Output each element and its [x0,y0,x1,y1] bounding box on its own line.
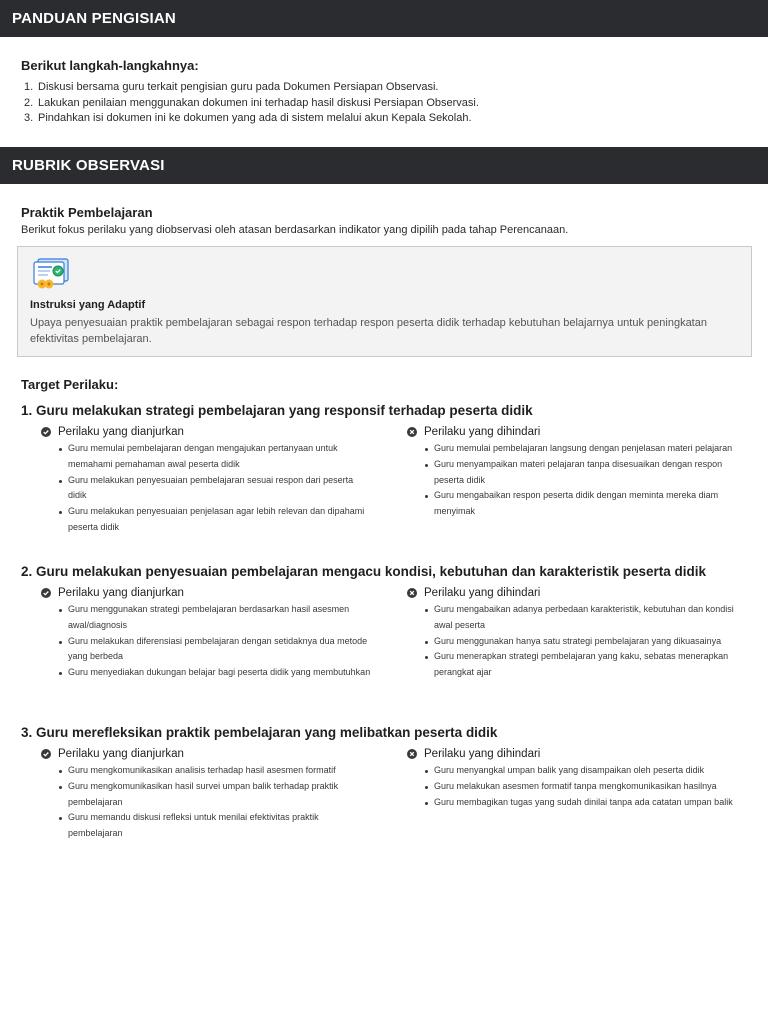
list-item: Guru melakukan diferensiasi pembelajaran dengan setidaknya dua metode yang berbeda [59,634,385,666]
avoided-label: Perilaku yang dihindari [424,748,541,760]
criterion-1 [21,403,751,536]
certificate-icon [32,257,72,293]
list-item: Guru melakukan penyesuaian penjelasan agar lebih relevan dan dipahami peserta didik [59,504,385,536]
recommended-column [21,587,385,681]
list-item: Guru menggunakan hanya satu strategi pembelajaran yang dikuasainya [425,634,751,650]
check-circle-icon [41,749,51,759]
x-circle-icon [407,427,417,437]
criterion-title: 1. Guru melakukan strategi pembelajaran yang responsif terhadap peserta didik [21,403,533,418]
list-item: Guru mengabaikan respon peserta didik dengan meminta mereka diam menyimak [425,488,751,520]
recommended-label: Perilaku yang dianjurkan [58,426,184,438]
list-item: Guru melakukan asesmen formatif tanpa mengkomunikasikan hasilnya [425,779,751,795]
indicator-callout [17,246,752,357]
criterion-2 [21,564,751,681]
recommended-label: Perilaku yang dianjurkan [58,587,184,599]
callout-text: Upaya penyesuaian praktik pembelajaran sebagai respon terhadap respon peserta didik terhadap kebutuhan belajarnya untuk peningkatan efektivitas pembelajaran. [30,317,707,345]
panduan-section [21,58,751,127]
list-item: Guru menyangkal umpan balik yang disampaikan oleh peserta didik [425,763,751,779]
step-item: 1. Diskusi bersama guru terkait pengisian guru pada Dokumen Persiapan Observasi. [24,81,439,93]
panduan-intro: Berikut langkah-langkahnya: [21,58,199,73]
list-item: Guru menyampaikan materi pelajaran tanpa disesuaikan dengan respon peserta didik [425,457,751,489]
list-item: Guru memulai pembelajaran dengan mengajukan pertanyaan untuk memahami pemahaman awal peserta didik [59,441,385,473]
praktik-description: Berikut fokus perilaku yang diobservasi oleh atasan berdasarkan indikator yang dipilih pada tahap Perencanaan. [21,224,569,236]
step-item: 2. Lakukan penilaian menggunakan dokumen ini terhadap hasil diskusi Persiapan Observasi. [24,96,479,109]
praktik-section [21,205,751,236]
list-item: Guru mengabaikan adanya perbedaan karakteristik, kebutuhan dan kondisi awal peserta [425,602,751,634]
list-item: Guru memulai pembelajaran langsung dengan penjelasan materi pelajaran [425,441,751,457]
criterion-3 [21,725,751,842]
list-item: Guru mengkomunikasikan analisis terhadap hasil asesmen formatif [59,763,385,779]
x-circle-icon [407,749,417,759]
section-header-panduan: PANDUAN PENGISIAN [0,0,768,37]
recommended-label: Perilaku yang dianjurkan [58,748,184,760]
list-item: Guru membagikan tugas yang sudah dinilai tanpa ada catatan umpan balik [425,795,751,811]
list-item: Guru memandu diskusi refleksi untuk menilai efektivitas praktik pembelajaran [59,810,385,842]
avoided-column [385,748,751,842]
avoided-label: Perilaku yang dihindari [424,426,541,438]
section-header-rubrik: RUBRIK OBSERVASI [0,147,768,184]
callout-title: Instruksi yang Adaptif [30,299,146,311]
criterion-title: 3. Guru merefleksikan praktik pembelajaran yang melibatkan peserta didik [21,725,498,740]
list-item: Guru menerapkan strategi pembelajaran yang kaku, sebatas menerapkan perangkat ajar [425,649,751,681]
steps-list [21,80,751,127]
check-circle-icon [41,588,51,598]
avoided-column [385,426,751,536]
avoided-column [385,587,751,681]
avoided-label: Perilaku yang dihindari [424,587,541,599]
recommended-column [21,426,385,536]
target-title: Target Perilaku: [21,377,119,392]
step-item: 3. Pindahkan isi dokumen ini ke dokumen yang ada di sistem melalui akun Kepala Sekolah. [24,112,472,124]
list-item: Guru menyediakan dukungan belajar bagi peserta didik yang membutuhkan [59,665,385,681]
check-circle-icon [41,427,51,437]
praktik-title: Praktik Pembelajaran [21,205,153,220]
list-item: Guru menggunakan strategi pembelajaran berdasarkan hasil asesmen awal/diagnosis [59,602,385,634]
x-circle-icon [407,588,417,598]
list-item: Guru melakukan penyesuaian pembelajaran sesuai respon dari peserta didik [59,473,385,505]
list-item: Guru mengkomunikasikan hasil survei umpan balik terhadap praktik pembelajaran [59,779,385,811]
recommended-column [21,748,385,842]
criterion-title: 2. Guru melakukan penyesuaian pembelajaran mengacu kondisi, kebutuhan dan karakteristik peserta didik [21,564,706,579]
